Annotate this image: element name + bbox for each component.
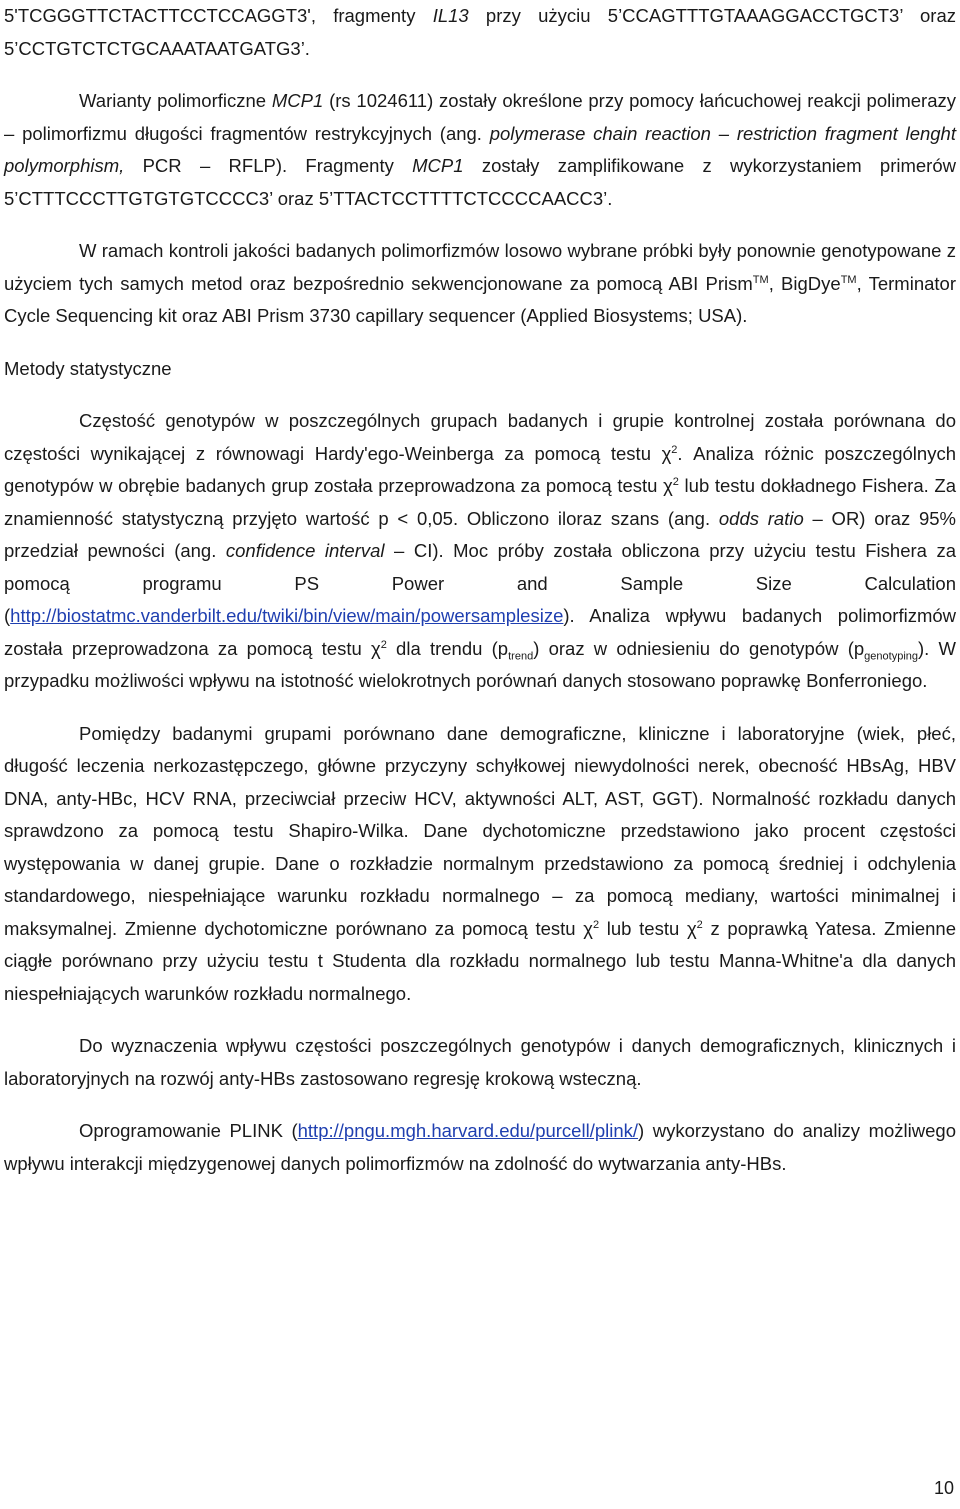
text: 5'TCGGGTTCTACTTCCTCCAGGT3', fragmenty bbox=[4, 5, 433, 26]
superscript: 2 bbox=[671, 443, 678, 456]
plink-link[interactable]: http://pngu.mgh.harvard.edu/purcell/plink/ bbox=[297, 1120, 639, 1141]
text: z poprawką Yatesa. Zmienne ciągłe porównano przy użyciu testu t Studenta dla rozkładu normalnego lub testu Manna-Whitne'a dla danych niespełniających warunków rozkładu normalnego. bbox=[4, 917, 956, 1004]
text: , BigDye bbox=[768, 272, 841, 294]
paragraph-primers-il13 bbox=[4, 0, 956, 65]
subscript: genotyping bbox=[864, 650, 918, 663]
text: (rs 1024611) zostały określone przy pomocy łańcuchowej reakcji polimerazy – polimorfizmu długości fragmentów restrykcyjnych (ang. bbox=[4, 90, 956, 144]
gene-name: IL13 bbox=[432, 5, 469, 26]
text: , Terminator Cycle Sequencing kit oraz ABI Prism 3730 capillary sequencer (Applied Biosystems; USA). bbox=[4, 272, 956, 326]
gene-name: MCP1 bbox=[412, 155, 464, 176]
text: W ramach kontroli jakości badanych polimorfizmów losowo wybrane próbki były ponownie genotypowane z użyciem tych samych metod oraz bezpośrednio sekwencjonowane za pomocą ABI Prism bbox=[4, 240, 956, 294]
section-heading: Metody statystyczne bbox=[4, 357, 172, 379]
text: Pomiędzy badanymi grupami porównano dane demograficzne, kliniczne i laboratoryjne (wiek, płeć, długość leczenia nerkozastępczego, główne przyczyny schyłkowej niewydolności nerek, obecność HBsAg, HBV DNA, anty-HBc, HCV RNA, przeciwciał przeciw HCV, aktywności ALT, AST, GGT). Normalność rozkładu danych sprawdzono za pomocą testu Shapiro-Wilka. Dane dychotomiczne przedstawiono jako procent częstości występowania w danej grupie. Dane o rozkładzie normalnym przedstawiono za pomocą średniej i odchylenia standardowego, niespełniające warunku rozkładu normalnego – za pomocą mediany, wartości minimalnej i maksymalnej. Zmienne dychotomiczne porównano za pomocą testu χ bbox=[4, 722, 956, 939]
paragraph-mcp1-variants bbox=[4, 85, 956, 215]
page-number: 10 bbox=[933, 1478, 954, 1498]
text: Do wyznaczenia wpływu częstości poszczególnych genotypów i danych demograficznych, klinicznych i laboratoryjnych na rozwój anty-HBs zastosowano regresję krokową wsteczną. bbox=[4, 1035, 956, 1089]
biostat-link[interactable]: http://biostatmc.vanderbilt.edu/twiki/bin/view/main/powersamplesize bbox=[10, 605, 564, 626]
text: – CI). Moc próby została obliczona przy użyciu testu Fishera za pomocą programu PS Power and Sample Size Calculation ( bbox=[4, 540, 956, 626]
text: dla trendu (p bbox=[386, 637, 509, 659]
superscript: 2 bbox=[672, 475, 679, 488]
text: ). W przypadku możliwości wpływu na istotność wielokrotnych porównań danych stosowano poprawkę Bonferroniego. bbox=[4, 637, 956, 691]
text: – OR) oraz 95% przedział pewności (ang. bbox=[4, 507, 957, 561]
subscript: trend bbox=[508, 650, 534, 663]
english-term: polymerase chain reaction – restriction fragment lenght polymorphism, bbox=[4, 122, 956, 176]
text: ) wykorzystano do analizy możliwego wpływu interakcji międzygenowej danych polimorfizmów na zdolność do wytwarzania anty-HBs. bbox=[4, 1120, 956, 1174]
english-term: odds ratio bbox=[718, 507, 804, 529]
paragraph-regression bbox=[4, 1030, 956, 1095]
paragraph-demographics bbox=[4, 718, 956, 1011]
text: PCR – RFLP). Fragmenty bbox=[124, 155, 413, 176]
text: lub testu dokładnego Fishera. Za znamienność statystyczną przyjęto wartość p < 0,05. Obliczono iloraz szans (ang. bbox=[4, 475, 956, 529]
text: przy użyciu 5’CCAGTTTGTAAAGGACCTGCT3’ oraz 5’CCTGTCTCTGCAAATAATGATG3’. bbox=[4, 5, 956, 59]
paragraph-plink bbox=[4, 1115, 956, 1180]
english-term: confidence interval bbox=[225, 540, 385, 561]
text: zostały zamplifikowane z wykorzystaniem primerów 5’CTTTCCCTTGTGTGTCCCC3’ oraz 5’TTACTCCTTTTCTCCCCAACC3’. bbox=[4, 155, 956, 209]
superscript: 2 bbox=[592, 918, 600, 931]
document-page bbox=[4, 0, 956, 1180]
text: lub testu χ bbox=[599, 917, 697, 939]
text: ). Analiza wpływu badanych polimorfizmów została przeprowadzona za pomocą testu χ bbox=[4, 605, 956, 659]
superscript: 2 bbox=[696, 918, 703, 931]
superscript: 2 bbox=[380, 638, 387, 651]
text: Częstość genotypów w poszczególnych grupach badanych i grupie kontrolnej została porównana do częstości wynikającej z równowagi Hardy'ego-Weinberga za pomocą testu χ bbox=[4, 410, 956, 464]
paragraph-quality-control bbox=[4, 235, 956, 333]
trademark-sup: TM bbox=[752, 273, 769, 286]
trademark-sup: TM bbox=[840, 273, 857, 286]
paragraph-statistics bbox=[4, 405, 956, 698]
gene-name: MCP1 bbox=[271, 90, 324, 111]
text: . Analiza różnic poszczególnych genotypów w obrębie badanych grup została przeprowadzona za pomocą testu χ bbox=[4, 442, 956, 496]
text: Warianty polimorficzne bbox=[79, 90, 272, 111]
text: Oprogramowanie PLINK ( bbox=[79, 1120, 298, 1141]
text: ) oraz w odniesieniu do genotypów (p bbox=[533, 637, 865, 659]
